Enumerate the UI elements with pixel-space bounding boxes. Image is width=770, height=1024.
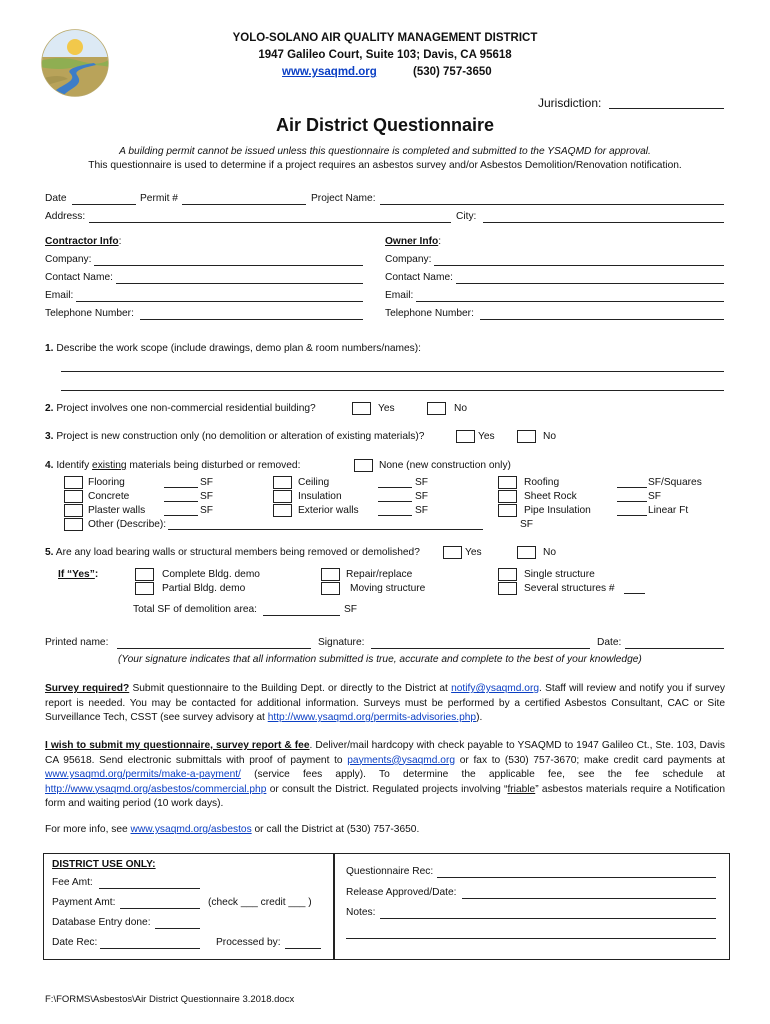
contractor-contact-label: Contact Name: [45, 272, 113, 283]
concrete-label: Concrete [88, 491, 130, 502]
signature-date-label: Date: [597, 637, 622, 648]
exterior-walls-sf-field[interactable] [378, 515, 412, 516]
owner-company-field[interactable] [434, 265, 724, 266]
notify-email-link[interactable]: notify@ysaqmd.org [451, 683, 540, 694]
complete-demo-checkbox[interactable] [135, 568, 154, 581]
other-label: Other (Describe): [88, 519, 167, 530]
processed-by-label: Processed by: [216, 937, 281, 948]
district-use-heading: DISTRICT USE ONLY: [52, 859, 156, 870]
q4-none-checkbox[interactable] [354, 459, 373, 472]
contractor-phone-label: Telephone Number: [45, 308, 134, 319]
make-payment-link[interactable]: www.ysaqmd.org/permits/make-a-payment/ [45, 769, 241, 781]
roofing-checkbox[interactable] [498, 476, 517, 489]
q3-yes-label: Yes [478, 431, 495, 442]
q1-text: 1. Describe the work scope (include drawings, demo plan & room numbers/names): [45, 343, 421, 354]
q4-none-label: None (new construction only) [379, 460, 511, 471]
flooring-checkbox[interactable] [64, 476, 83, 489]
plaster-label: Plaster walls [88, 505, 146, 516]
release-label: Release Approved/Date: [346, 887, 457, 898]
date-field[interactable] [72, 204, 136, 205]
notice-italic: A building permit cannot be issued unless this questionnaire is completed and submitted to the YSAQMD for approval. [119, 146, 651, 157]
signature-field[interactable] [371, 648, 590, 649]
contractor-email-label: Email: [45, 290, 74, 301]
plaster-checkbox[interactable] [64, 504, 83, 517]
q1-line-1[interactable] [61, 371, 724, 372]
sheet-rock-unit: SF [648, 491, 662, 502]
q2-yes-label: Yes [378, 403, 395, 414]
single-structure-label: Single structure [524, 569, 595, 580]
flooring-sf-field[interactable] [164, 487, 198, 488]
several-structures-checkbox[interactable] [498, 582, 517, 595]
date-label: Date [45, 193, 67, 204]
address-field[interactable] [89, 222, 451, 223]
owner-contact-label: Contact Name: [385, 272, 453, 283]
total-sf-field[interactable] [263, 615, 340, 616]
owner-email-field[interactable] [416, 301, 724, 302]
contractor-phone-field[interactable] [140, 319, 363, 320]
owner-heading: Owner Info: [385, 236, 442, 247]
repair-replace-label: Repair/replace [346, 569, 413, 580]
ceiling-sf-field[interactable] [378, 487, 412, 488]
exterior-walls-checkbox[interactable] [273, 504, 292, 517]
concrete-checkbox[interactable] [64, 490, 83, 503]
db-entry-field[interactable] [155, 928, 200, 929]
printed-name-field[interactable] [117, 648, 311, 649]
check-credit-label: (check ___ credit ___ ) [208, 897, 312, 908]
exterior-walls-label: Exterior walls [298, 505, 359, 516]
moving-structure-checkbox[interactable] [321, 582, 340, 595]
db-entry-label: Database Entry done: [52, 917, 151, 928]
roofing-label: Roofing [524, 477, 560, 488]
complete-demo-label: Complete Bldg. demo [162, 569, 260, 580]
insulation-label: Insulation [298, 491, 342, 502]
q2-text: 2. Project involves one non-commercial residential building? [45, 403, 316, 414]
district-logo-icon [40, 27, 110, 99]
project-name-field[interactable] [380, 204, 724, 205]
fee-amt-label: Fee Amt: [52, 877, 93, 888]
processed-by-field[interactable] [285, 948, 321, 949]
q2-yes-checkbox[interactable] [352, 402, 371, 415]
concrete-sf-field[interactable] [164, 501, 198, 502]
signature-date-field[interactable] [625, 648, 724, 649]
roofing-sf-field[interactable] [617, 487, 647, 488]
city-field[interactable] [483, 222, 724, 223]
other-describe-field[interactable] [168, 529, 483, 530]
moving-structure-label: Moving structure [350, 583, 426, 594]
org-address: 1947 Galileo Court, Suite 103; Davis, CA 95618 [258, 49, 512, 61]
sheet-rock-checkbox[interactable] [498, 490, 517, 503]
fee-amt-field[interactable] [99, 888, 200, 889]
website-link[interactable]: www.ysaqmd.org [282, 66, 377, 78]
insulation-sf-unit: SF [415, 491, 429, 502]
q3-yes-checkbox[interactable] [456, 430, 475, 443]
notes-label: Notes: [346, 907, 376, 918]
sheet-rock-sf-field[interactable] [617, 501, 647, 502]
notice-plain: This questionnaire is used to determine if a project requires an asbestos survey and/or Asbestos Demolition/Renovation notification. [88, 160, 682, 171]
contractor-contact-field[interactable] [116, 283, 363, 284]
date-rec-field[interactable] [100, 948, 200, 949]
signature-note: (Your signature indicates that all information submitted is true, accurate and complete to the best of your knowledge) [118, 654, 642, 665]
jurisdiction-label: Jurisdiction: [538, 96, 602, 110]
submit-paragraph: I wish to submit my questionnaire, survey report & fee. Deliver/mail hardcopy with check payable to YSAQMD to 1947 Galileo Ct., Ste. 103, Davis CA 95618. Send electronic submittals with proof of payment to payments@ysaqmd.org or fax to (530) 757-3670; make credit card payments at www.ysaqmd.org/permits/make-a-payment/ (service fees apply). To determine the applicable fee, see the fee schedule at http://www.ysaqmd.org/asbestos/commercial.php or consult the District. Regulated projects involving “friable” asbestos materials require a Notification form and waiting period (10 work days). [45, 740, 726, 810]
contractor-email-field[interactable] [76, 301, 363, 302]
several-structures-count-field[interactable] [624, 593, 645, 594]
contractor-company-field[interactable] [94, 265, 363, 266]
page-title: Air District Questionnaire [275, 115, 495, 135]
q3-no-checkbox[interactable] [517, 430, 536, 443]
repair-replace-checkbox[interactable] [321, 568, 340, 581]
ceiling-label: Ceiling [298, 477, 330, 488]
single-structure-checkbox[interactable] [498, 568, 517, 581]
ceiling-sf-unit: SF [415, 477, 429, 488]
survey-paragraph: Survey required? Submit questionnaire to the Building Dept. or directly to the District at notify@ysaqmd.org. Staff will review and notify you if survey report is needed. You may be contacted for additional information. Surveys must be performed by a certified Asbestos Consultant, CAC or Site Surveillance Tech, CSST (see survey advisory at http://www.ysaqmd.org/permits-advisories.php). [45, 683, 725, 724]
other-checkbox[interactable] [64, 518, 83, 531]
flooring-label: Flooring [88, 477, 125, 488]
permit-field[interactable] [182, 204, 306, 205]
plaster-sf-field[interactable] [164, 515, 198, 516]
partial-demo-label: Partial Bldg. demo [162, 583, 246, 594]
project-name-label: Project Name: [311, 193, 376, 204]
total-sf-unit: SF [344, 604, 358, 615]
owner-email-label: Email: [385, 290, 414, 301]
ceiling-checkbox[interactable] [273, 476, 292, 489]
notes-field-1[interactable] [380, 918, 716, 919]
partial-demo-checkbox[interactable] [135, 582, 154, 595]
contractor-company-label: Company: [45, 254, 92, 265]
printed-name-label: Printed name: [45, 637, 109, 648]
owner-phone-field[interactable] [480, 319, 724, 320]
payment-amt-field[interactable] [120, 908, 200, 909]
signature-label: Signature: [318, 637, 365, 648]
other-sf-unit: SF [520, 519, 534, 530]
q2-no-checkbox[interactable] [427, 402, 446, 415]
org-name: YOLO-SOLANO AIR QUALITY MANAGEMENT DISTRICT [232, 32, 538, 44]
concrete-sf-unit: SF [200, 491, 214, 502]
questionnaire-rec-label: Questionnaire Rec: [346, 866, 434, 877]
org-phone: (530) 757-3650 [413, 66, 492, 78]
insulation-checkbox[interactable] [273, 490, 292, 503]
q5-no-checkbox[interactable] [517, 546, 536, 559]
release-field[interactable] [462, 898, 716, 899]
jurisdiction-field[interactable] [609, 108, 724, 109]
plaster-sf-unit: SF [200, 505, 214, 516]
pipe-insulation-field[interactable] [617, 515, 647, 516]
total-sf-label: Total SF of demolition area: [133, 604, 258, 615]
payment-amt-label: Payment Amt: [52, 897, 116, 908]
owner-phone-label: Telephone Number: [385, 308, 474, 319]
notes-field-2[interactable] [346, 938, 716, 939]
insulation-sf-field[interactable] [378, 501, 412, 502]
q5-text: 5. Are any load bearing walls or structural members being removed or demolished? [45, 547, 420, 558]
roofing-unit: SF/Squares [648, 477, 702, 488]
sheet-rock-label: Sheet Rock [524, 491, 577, 502]
footer-path: F:\FORMS\Asbestos\Air District Questionnaire 3.2018.docx [45, 994, 295, 1005]
owner-company-label: Company: [385, 254, 432, 265]
date-rec-label: Date Rec: [52, 937, 98, 948]
q3-no-label: No [543, 431, 557, 442]
pipe-insulation-unit: Linear Ft [648, 505, 689, 516]
exterior-walls-sf-unit: SF [415, 505, 429, 516]
if-yes-label: If “Yes”: [58, 569, 99, 580]
q5-yes-checkbox[interactable] [443, 546, 462, 559]
advisory-link[interactable]: http://www.ysaqmd.org/permits-advisories.php [267, 712, 477, 724]
q2-no-label: No [454, 403, 468, 414]
pipe-insulation-checkbox[interactable] [498, 504, 517, 517]
flooring-sf-unit: SF [200, 477, 214, 488]
q5-no-label: No [543, 547, 557, 558]
payments-email-link[interactable]: payments@ysaqmd.org [347, 754, 456, 766]
several-structures-label: Several structures # [524, 583, 615, 594]
questionnaire-rec-field[interactable] [437, 877, 716, 878]
address-label: Address: [45, 211, 86, 222]
more-info: For more info, see www.ysaqmd.org/asbestos or call the District at (530) 757-3650. [45, 824, 420, 835]
q3-text: 3. Project is new construction only (no demolition or alteration of existing materials)? [45, 431, 425, 442]
contractor-heading: Contractor Info: [45, 236, 122, 247]
owner-contact-field[interactable] [456, 283, 724, 284]
permit-label: Permit # [140, 193, 178, 204]
asbestos-info-link[interactable]: www.ysaqmd.org/asbestos [130, 824, 252, 835]
q1-line-2[interactable] [61, 390, 724, 391]
fee-schedule-link[interactable]: http://www.ysaqmd.org/asbestos/commercial.php [45, 783, 267, 795]
pipe-insulation-label: Pipe Insulation [524, 505, 591, 516]
q5-yes-label: Yes [465, 547, 482, 558]
q4-text: 4. Identify existing materials being disturbed or removed: [45, 460, 301, 471]
city-label: City: [456, 211, 477, 222]
